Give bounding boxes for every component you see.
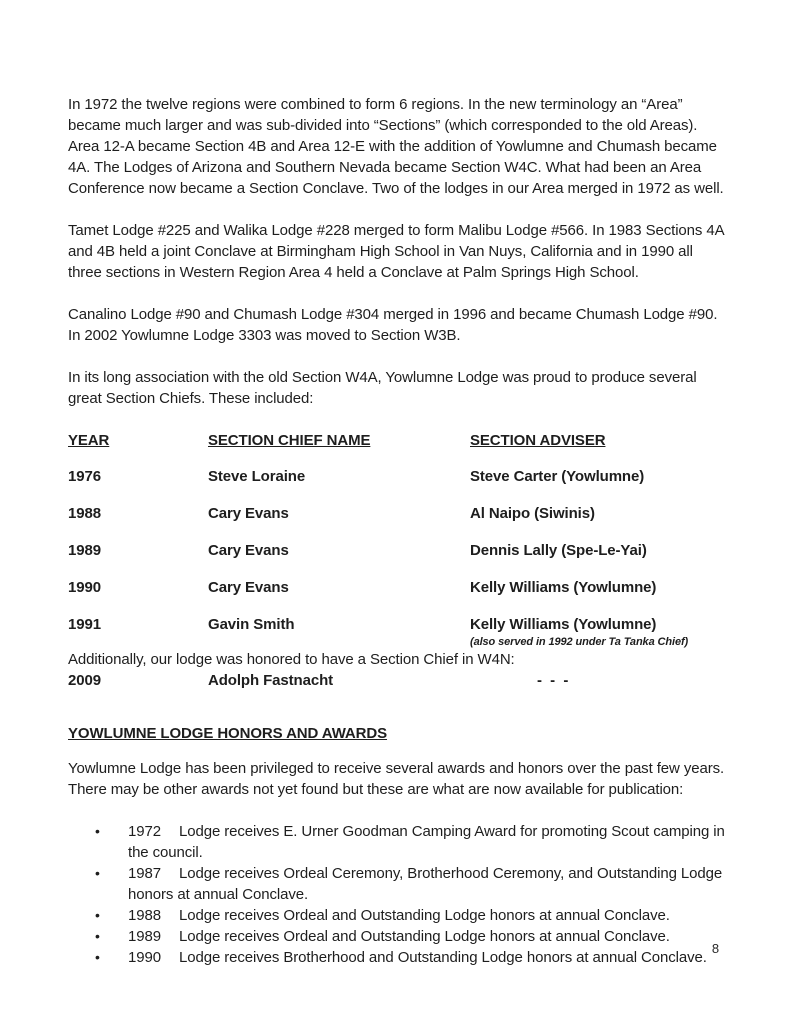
honor-text: Lodge receives E. Urner Goodman Camping Award for promoting Scout camping in the council. [128, 823, 725, 861]
paragraph-lodge-mergers: Tamet Lodge #225 and Walika Lodge #228 merged to form Malibu Lodge #566. In 1983 Sections 4A and 4B held a joint Conclave at Birmingham High School in Van Nuys, California and in 1990 all three sections in Western Region Area 4 held a Conclave at Palm Springs High School. [68, 222, 724, 281]
honor-year: 1988 [128, 907, 161, 924]
paragraph-canalino-merger: Canalino Lodge #90 and Chumash Lodge #304 merged in 1996 and became Chumash Lodge #90. In 2002 Yowlumne Lodge 3303 was moved to Section W3B. [68, 306, 718, 344]
chief-cell: Steve Loraine [208, 468, 306, 485]
column-header-year: YEAR [68, 432, 110, 449]
honor-year: 1987 [128, 865, 161, 882]
table-row-w4n [68, 670, 725, 691]
table-row [68, 577, 725, 598]
adviser-note: (also served in 1992 under Ta Tanka Chief) [470, 636, 689, 648]
honor-year: 1989 [128, 928, 161, 945]
honor-text: Lodge receives Ordeal and Outstanding Lodge honors at annual Conclave. [178, 928, 670, 945]
bullet-icon: • [95, 949, 100, 965]
table-row [68, 466, 725, 487]
bullet-icon: • [95, 928, 100, 944]
year-cell: 1989 [68, 542, 101, 559]
adviser-cell: Dennis Lally (Spe-Le-Yai) [470, 542, 647, 559]
honor-year: 1972 [128, 823, 161, 840]
table-row [68, 540, 725, 561]
year-cell: 2009 [68, 672, 101, 689]
chief-cell: Cary Evans [208, 579, 289, 596]
honors-awards-heading: YOWLUMNE LODGE HONORS AND AWARDS [68, 725, 388, 742]
column-header-adviser: SECTION ADVISER [470, 432, 606, 449]
honors-list [68, 821, 725, 968]
table-row [68, 503, 725, 524]
year-cell: 1988 [68, 505, 101, 522]
adviser-cell: Al Naipo (Siwinis) [470, 505, 595, 522]
year-cell: 1991 [68, 616, 101, 633]
list-item [68, 905, 725, 926]
honor-year: 1990 [128, 949, 161, 966]
paragraph-section-chiefs-intro: In its long association with the old Section W4A, Yowlumne Lodge was proud to produce several great Section Chiefs. These included: [68, 369, 697, 407]
paragraph-regions-combined: In 1972 the twelve regions were combined to form 6 regions. In the new terminology an “Area” became much larger and was sub-divided into “Sections” (which corresponded to the old Areas). Area 12-A became Section 4B and Area 12-E with the addition of Yowlumne and Chumash became 4A. The Lodges of Arizona and Southern Nevada became Section W4C. What had been an Area Conference now became a Section Conclave. Two of the lodges in our Area merged in 1972 as well. [68, 96, 724, 197]
table-row [68, 614, 725, 649]
adviser-cell: - - - [537, 672, 571, 689]
honors-intro: Yowlumne Lodge has been privileged to receive several awards and honors over the past few years. There may be other awards not yet found but these are what are now available for publication: [68, 760, 725, 798]
chief-cell: Cary Evans [208, 505, 289, 522]
list-item [68, 947, 725, 968]
page-number: 8 [711, 941, 719, 956]
column-header-chief-name: SECTION CHIEF NAME [208, 432, 371, 449]
honor-text: Lodge receives Ordeal Ceremony, Brotherhood Ceremony, and Outstanding Lodge honors at annual Conclave. [128, 865, 723, 903]
bullet-icon: • [95, 865, 100, 881]
list-item [68, 863, 725, 905]
honor-text: Lodge receives Brotherhood and Outstanding Lodge honors at annual Conclave. [178, 949, 707, 966]
list-item [68, 926, 725, 947]
chief-cell: Gavin Smith [208, 616, 295, 633]
bullet-icon: • [95, 907, 100, 923]
list-item [68, 821, 725, 863]
chief-cell: Cary Evans [208, 542, 289, 559]
section-chiefs-table [68, 430, 725, 649]
adviser-name: Kelly Williams (Yowlumne) [470, 616, 657, 633]
adviser-cell: Kelly Williams (Yowlumne) [470, 579, 657, 596]
paragraph-additionally: Additionally, our lodge was honored to have a Section Chief in W4N: [68, 651, 515, 668]
chief-cell: Adolph Fastnacht [208, 672, 334, 689]
table-header-row [68, 430, 725, 451]
adviser-cell [470, 614, 725, 649]
honor-text: Lodge receives Ordeal and Outstanding Lodge honors at annual Conclave. [178, 907, 670, 924]
bullet-icon: • [95, 823, 100, 839]
year-cell: 1990 [68, 579, 101, 596]
adviser-cell: Steve Carter (Yowlumne) [470, 468, 645, 485]
year-cell: 1976 [68, 468, 101, 485]
